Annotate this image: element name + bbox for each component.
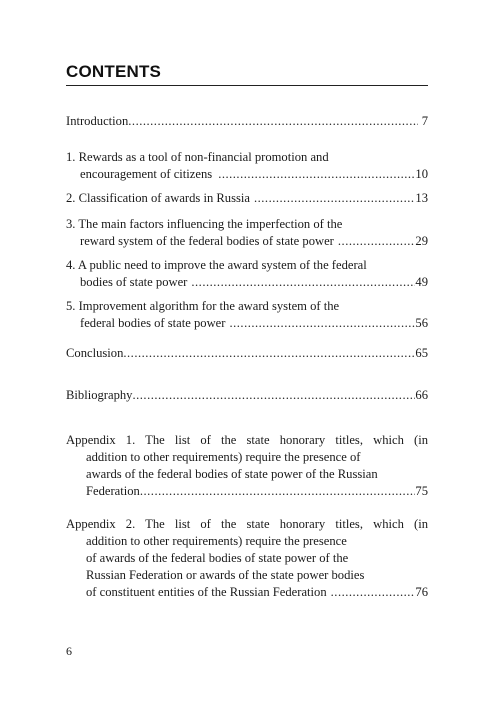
toc-line: [66, 233, 428, 250]
toc-entry-title: Appendix 2. The list of the state honorary titles, which (in: [66, 517, 428, 531]
toc-entry-title: Conclusion: [66, 346, 124, 360]
toc-entry-title: Appendix 1. The list of the state honorary titles, which (in: [66, 433, 428, 447]
toc-entry-2[interactable]: [66, 190, 428, 207]
page-number: 6: [66, 644, 72, 658]
toc-line: [66, 166, 428, 183]
toc-page-number: 49: [415, 275, 428, 289]
toc-entry-title-continued: Russian Federation or awards of the state power bodies: [86, 568, 365, 582]
dot-leader: [229, 315, 415, 332]
dot-leader: [123, 345, 415, 362]
toc-page-number: 75: [415, 484, 428, 498]
toc-entry-conclusion[interactable]: [66, 345, 428, 362]
toc-page-number: 56: [415, 316, 428, 330]
toc-entry-title: 1. Rewards as a tool of non-financial promotion and: [66, 150, 329, 164]
toc-entry-title-continued: of constituent entities of the Russian Federation: [86, 585, 327, 599]
toc-page-number: 7: [421, 114, 428, 128]
dot-leader: [128, 113, 417, 130]
toc-entry-appendix-1[interactable]: [66, 432, 428, 500]
toc-entry-title-continued: addition to other requirements) require the presence: [86, 534, 347, 548]
dot-leader: [132, 387, 415, 404]
dot-leader: [140, 483, 416, 500]
toc-page-number: 76: [415, 585, 428, 599]
toc-entry-title-continued: federal bodies of state power: [80, 316, 226, 330]
dot-leader: [254, 190, 415, 207]
toc-entry-title: 5. Improvement algorithm for the award system of the: [66, 299, 340, 313]
toc-entry-5[interactable]: [66, 298, 428, 332]
toc-page-number: 13: [415, 191, 428, 205]
toc-page-number: 10: [415, 167, 428, 181]
toc-entry-introduction[interactable]: [66, 113, 428, 130]
toc-entry-4[interactable]: [66, 257, 428, 291]
page-title: CONTENTS: [66, 62, 162, 81]
toc-entry-title: 2. Classification of awards in Russia: [66, 191, 250, 205]
toc-entry-title-continued: addition to other requirements) require the presence of: [86, 450, 361, 464]
toc-line: [66, 274, 428, 291]
dot-leader: [338, 233, 416, 250]
title-rule: [66, 85, 428, 86]
toc-line: [66, 387, 428, 404]
toc-entry-title: Bibliography: [66, 388, 133, 402]
toc-line: [66, 315, 428, 332]
toc-entry-title-continued: reward system of the federal bodies of state power: [80, 234, 334, 248]
toc-entry-title-continued: bodies of state power: [80, 275, 188, 289]
toc-page-number: 65: [415, 346, 428, 360]
toc-entry-title: 3. The main factors influencing the imperfection of the: [66, 217, 343, 231]
dot-leader: [218, 166, 415, 183]
toc-entry-title: 4. A public need to improve the award system of the federal: [66, 258, 367, 272]
toc-line: [66, 345, 428, 362]
toc-line: [66, 190, 428, 207]
toc-entry-title-continued: Federation: [86, 484, 140, 498]
dot-leader: [191, 274, 415, 291]
toc-entry-bibliography[interactable]: [66, 387, 428, 404]
toc-entry-1[interactable]: [66, 149, 428, 183]
toc-line: [66, 483, 428, 500]
toc-line: [66, 584, 428, 601]
toc-entry-title-continued: of awards of the federal bodies of state power of the: [86, 551, 349, 565]
toc-entry-3[interactable]: [66, 216, 428, 250]
dot-leader: [331, 584, 416, 601]
toc-page-number: 29: [415, 234, 428, 248]
toc-entry-appendix-2[interactable]: [66, 516, 428, 601]
toc-entry-title: Introduction: [66, 114, 129, 128]
toc-line: [66, 113, 428, 130]
toc-entry-title-continued: awards of the federal bodies of state power of the Russian: [86, 467, 378, 481]
toc-entry-title-continued: encouragement of citizens: [80, 167, 213, 181]
toc-page-number: 66: [415, 388, 428, 402]
